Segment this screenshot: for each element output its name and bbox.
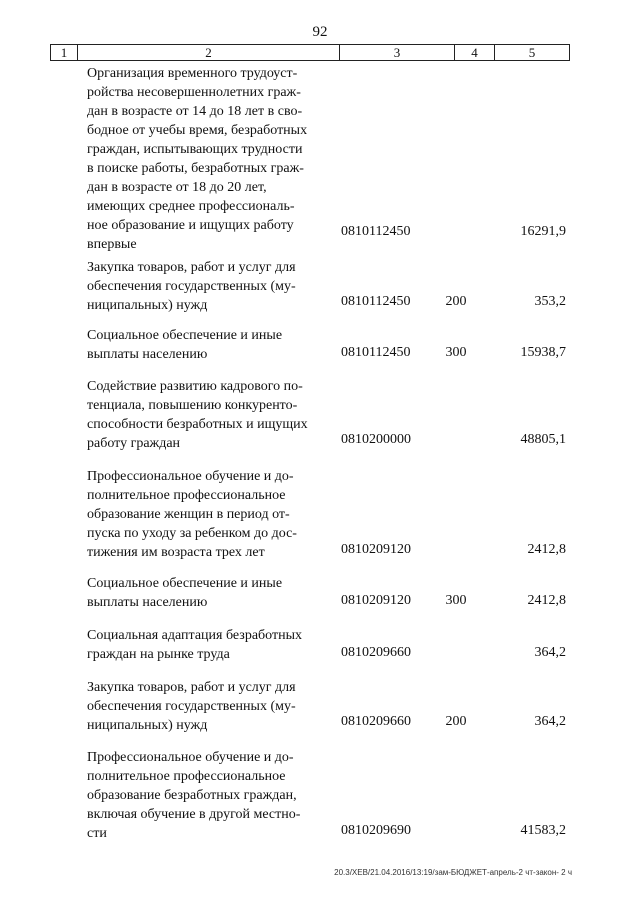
row-description: Социальная адаптация безработных граждан на рынке труда (87, 628, 302, 662)
header-col-5: 5 (528, 45, 536, 60)
row-code: 0810112450 (341, 224, 411, 239)
row-description: Профессиональное обучение и до- полнительное профессиональное образование безработных граждан, включая обучение в другой местно- сти (87, 750, 301, 841)
row-code: 0810200000 (341, 432, 411, 447)
row-amount: 364,2 (534, 714, 566, 729)
row-code: 0810209120 (341, 542, 411, 557)
row-expense-type: 200 (445, 714, 467, 729)
row-description: Организация временного трудоуст- ройства несовершеннолетних граж- дан в возрасте от 14 до 18 лет в сво- бодное от учебы время, безработных граждан, испытывающих трудности в поиске работы, безработных граж- дан в возрасте от 18 до 20 лет, имеющих среднее профессиональ- ное образование и ищущих работу впервые (87, 66, 308, 252)
footer-stamp: 20.3/ХЕВ/21.04.2016/13:19/зам-БЮДЖЕТ-апрель-2 чт-закон- 2 ч (334, 868, 572, 877)
page-number: 92 (312, 24, 328, 40)
header-col-4: 4 (455, 45, 495, 60)
row-description: Содействие развитию кадрового по- тенциала, повышению конкуренто- способности безработных и ищущих работу граждан (87, 379, 308, 451)
row-description: Социальное обеспечение и иные выплаты населению (87, 328, 283, 362)
row-code: 0810209660 (341, 714, 411, 729)
row-description: Профессиональное обучение и до- полнительное профессиональное образование женщин в период от- пуска по уходу за ребенком до дос- тижения им возраста трех лет (87, 469, 297, 560)
row-code: 0810209660 (341, 645, 411, 660)
row-amount: 364,2 (534, 645, 566, 660)
row-code: 0810209690 (341, 823, 411, 838)
row-expense-type: 200 (445, 294, 467, 309)
header-col-1: 1 (51, 45, 78, 60)
row-description: Социальное обеспечение и иные выплаты населению (87, 576, 283, 610)
row-amount: 2412,8 (527, 593, 566, 608)
row-code: 0810209120 (341, 593, 411, 608)
row-amount: 16291,9 (520, 224, 566, 239)
row-amount: 2412,8 (527, 542, 566, 557)
table-header (50, 44, 570, 61)
row-amount: 15938,7 (520, 345, 566, 360)
row-expense-type: 300 (445, 593, 467, 608)
row-amount: 41583,2 (520, 823, 566, 838)
row-amount: 48805,1 (520, 432, 566, 447)
row-code: 0810112450 (341, 345, 411, 360)
row-description: Закупка товаров, работ и услуг для обеспечения государственных (му- ниципальных) нужд (87, 680, 296, 733)
row-description: Закупка товаров, работ и услуг для обеспечения государственных (му- ниципальных) нужд (87, 260, 296, 313)
row-amount: 353,2 (534, 294, 566, 309)
header-col-3: 3 (340, 45, 455, 60)
row-code: 0810112450 (341, 294, 411, 309)
header-col-2: 2 (78, 45, 340, 60)
row-expense-type: 300 (445, 345, 467, 360)
